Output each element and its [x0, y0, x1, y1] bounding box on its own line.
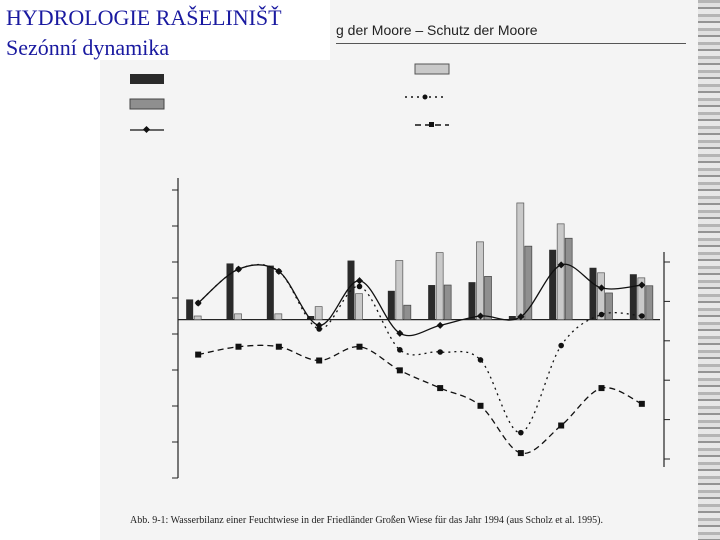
bar-fremdwasser [565, 238, 572, 319]
point-grundwasser [357, 344, 363, 350]
chart-axes [172, 178, 670, 478]
legend-marker-klimatische [423, 95, 428, 100]
bar-fremdwasser [404, 305, 411, 319]
bar-evapotranspiration [477, 242, 484, 320]
point-grundwasser [518, 450, 524, 456]
legend-swatch-evapotranspiration [415, 64, 449, 74]
point-grundwasser [639, 401, 645, 407]
chart-legend [130, 64, 449, 133]
point-grundwasser [276, 344, 282, 350]
point-grundwasser [195, 352, 201, 358]
point-grundwasser [316, 358, 322, 364]
bar-fremdwasser [606, 293, 613, 320]
bar-fremdwasser [485, 276, 492, 319]
bar-evapotranspiration [396, 261, 403, 320]
line-erreichte [198, 264, 642, 335]
point-grundwasser [397, 367, 403, 373]
scan-running-header: g der Moore – Schutz der Moore [336, 22, 538, 38]
point-erreichte [356, 277, 363, 284]
bar-niederschlag [348, 261, 355, 320]
point-klimatische [639, 313, 645, 319]
point-erreichte [437, 322, 444, 329]
bar-evapotranspiration [315, 307, 322, 320]
point-klimatische [558, 343, 564, 349]
chart-lines [195, 261, 646, 456]
point-klimatische [397, 347, 403, 353]
bar-evapotranspiration [194, 316, 201, 320]
bar-niederschlag [549, 250, 556, 320]
point-grundwasser [437, 385, 443, 391]
bar-evapotranspiration [275, 314, 282, 320]
point-grundwasser [599, 385, 605, 391]
chart-bars [186, 203, 653, 320]
point-klimatische [599, 312, 605, 318]
point-klimatische [437, 349, 443, 355]
bar-evapotranspiration [235, 314, 242, 320]
bar-niederschlag [388, 291, 395, 320]
point-klimatische [478, 357, 484, 363]
bar-niederschlag [630, 274, 637, 319]
point-grundwasser [236, 344, 242, 350]
point-erreichte [235, 266, 242, 273]
bar-niederschlag [267, 266, 274, 320]
legend-swatch-niederschlag [130, 74, 164, 84]
bar-fremdwasser [646, 286, 653, 320]
bar-niederschlag [469, 282, 476, 319]
bar-niederschlag [186, 299, 193, 319]
bar-fremdwasser [444, 285, 451, 320]
legend-swatch-fremdwasser [130, 99, 164, 109]
bar-niederschlag [590, 268, 597, 320]
bar-evapotranspiration [517, 203, 524, 320]
line-grundwasser [198, 345, 642, 453]
slide-title: HYDROLOGIE RAŠELINIŠŤ [6, 5, 282, 30]
point-grundwasser [558, 423, 564, 429]
slide-subtitle: Sezónní dynamika [6, 35, 170, 60]
chart-caption: Abb. 9-1: Wasserbilanz einer Feuchtwiese in der Friedländer Großen Wiese für das Jahr 1994 (aus Scholz et al. 1995). [130, 515, 604, 526]
point-klimatische [357, 284, 363, 290]
point-klimatische [518, 430, 524, 436]
bar-niederschlag [428, 285, 435, 320]
bar-evapotranspiration [436, 253, 443, 320]
line-klimatische [198, 265, 642, 433]
bar-evapotranspiration [557, 224, 564, 320]
point-grundwasser [478, 403, 484, 409]
legend-marker-grundwasser [429, 122, 434, 127]
bar-evapotranspiration [356, 294, 363, 320]
legend-marker-erreichte [143, 126, 150, 133]
